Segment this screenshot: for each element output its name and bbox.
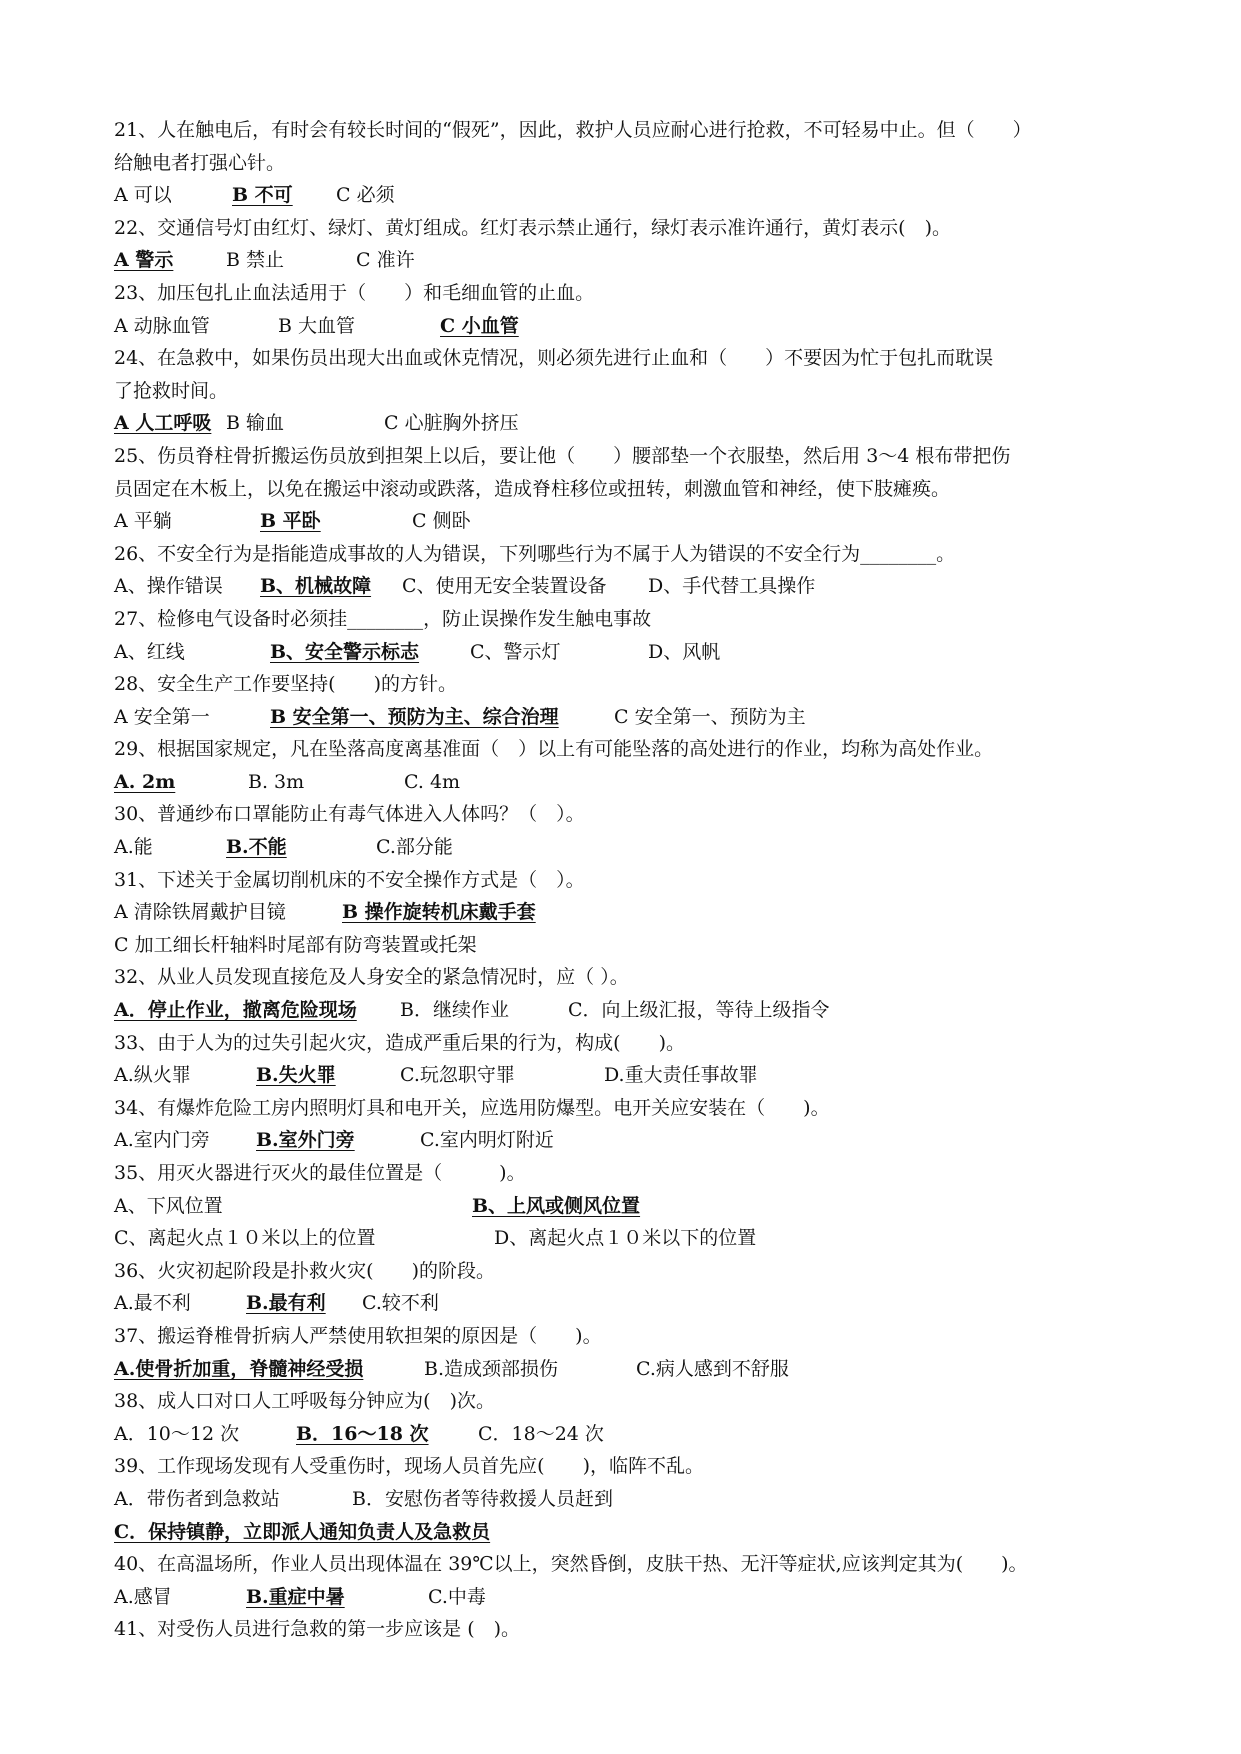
text-segment: B. 3m (248, 770, 305, 793)
text-segment: 22、交通信号灯由红灯、绿灯、黄灯组成。红灯表示禁止通行，绿灯表示准许通行，黄灯表示( )。 (114, 216, 952, 239)
text-segment: C.玩忽职守罪 (400, 1064, 515, 1087)
text-segment: 28、安全生产工作要坚持( )的方针。 (114, 673, 458, 696)
text-segment: D、离起火点１０米以下的位置 (494, 1227, 757, 1250)
text-segment: A 可以 (114, 184, 172, 207)
text-segment: 23、加压包扎止血法适用于（ ）和毛细血管的止血。 (114, 281, 595, 304)
option-line (114, 1124, 1154, 1157)
option-line (114, 1581, 1154, 1614)
question-line (114, 473, 1154, 506)
answer-option: A 人工呼吸 (114, 412, 212, 435)
option-line (114, 994, 1154, 1027)
text-segment: 38、成人口对口人工呼吸每分钟应为( )次。 (114, 1390, 496, 1413)
question-line (114, 114, 1154, 147)
text-segment: A．带伤者到急救站 (114, 1487, 280, 1510)
question-line (114, 277, 1154, 310)
answer-option: B、安全警示标志 (270, 640, 420, 663)
question-line (114, 798, 1154, 831)
question-line (114, 1450, 1154, 1483)
answer-option: A 警示 (114, 249, 174, 272)
text-segment: C.部分能 (376, 836, 453, 859)
option-line (114, 1353, 1154, 1386)
text-segment: C.病人感到不舒服 (636, 1357, 789, 1380)
answer-option: B、上风或侧风位置 (472, 1194, 641, 1217)
text-segment: 了抢救时间。 (114, 379, 229, 402)
question-line (114, 147, 1154, 180)
option-line (114, 179, 1154, 212)
text-segment: 员固定在木板上，以免在搬运中滚动或跌落，造成脊柱移位或扭转，刺激血管和神经，使下肢瘫痪。 (114, 477, 951, 500)
text-segment: C．向上级汇报，等待上级指令 (568, 999, 830, 1022)
answer-option: B.重症中暑 (246, 1585, 345, 1608)
answer-option: B.失火罪 (256, 1064, 336, 1087)
option-line (114, 407, 1154, 440)
question-line (114, 538, 1154, 571)
text-segment: C、离起火点１０米以上的位置 (114, 1227, 376, 1250)
answer-option: B 操作旋转机床戴手套 (342, 901, 536, 924)
option-line (114, 766, 1154, 799)
text-segment: 33、由于人为的过失引起火灾，造成严重后果的行为，构成( )。 (114, 1031, 686, 1054)
text-segment: C.室内明灯附近 (420, 1129, 554, 1152)
text-segment: A.最不利 (114, 1292, 191, 1315)
text-segment: 31、下述关于金属切削机床的不安全操作方式是（ ）。 (114, 868, 585, 891)
answer-option: B．16～18 次 (296, 1422, 429, 1445)
text-segment: A.室内门旁 (114, 1129, 210, 1152)
text-segment: 30、普通纱布口罩能防止有毒气体进入人体吗？（ ）。 (114, 803, 585, 826)
text-segment: A、操作错误 (114, 575, 223, 598)
text-segment: A.纵火罪 (114, 1064, 191, 1087)
text-segment: B 输血 (226, 412, 285, 435)
option-line (114, 1190, 1154, 1223)
answer-option: B、机械故障 (260, 575, 372, 598)
answer-option: B.室外门旁 (256, 1129, 355, 1152)
text-segment: C 准许 (356, 249, 415, 272)
text-segment: 41、对受伤人员进行急救的第一步应该是 ( )。 (114, 1618, 521, 1641)
question-line (114, 375, 1154, 408)
text-segment: D、风帆 (648, 640, 721, 663)
question-line (114, 603, 1154, 636)
text-segment: C、使用无安全装置设备 (402, 575, 607, 598)
question-line (114, 864, 1154, 897)
text-segment: 26、不安全行为是指能造成事故的人为错误，下列哪些行为不属于人为错误的不安全行为________。 (114, 542, 956, 565)
question-line (114, 1320, 1154, 1353)
text-segment: B 大血管 (278, 314, 356, 337)
text-segment: 25、伤员脊柱骨折搬运伤员放到担架上以后，要让他（ ）腰部垫一个衣服垫，然后用 3～4 根布带把伤 (114, 444, 1011, 467)
text-segment: 32、从业人员发现直接危及人身安全的紧急情况时，应（ ）。 (114, 966, 629, 989)
text-segment: C.中毒 (428, 1585, 486, 1608)
text-segment: D、手代替工具操作 (648, 575, 816, 598)
option-line (114, 701, 1154, 734)
text-segment: A.感冒 (114, 1585, 172, 1608)
option-line (114, 1059, 1154, 1092)
answer-option: A. 2m (114, 770, 176, 793)
text-segment: 36、火灾初起阶段是扑救火灾( )的阶段。 (114, 1259, 496, 1282)
text-segment: C、警示灯 (470, 640, 561, 663)
answer-option: B 安全第一、预防为主、综合治理 (270, 705, 559, 728)
text-segment: A 安全第一 (114, 705, 210, 728)
option-line (114, 570, 1154, 603)
text-segment: D.重大责任事故罪 (604, 1064, 758, 1087)
answer-option: A.使骨折加重，脊髓神经受损 (114, 1357, 364, 1380)
text-segment: 27、检修电气设备时必须挂________，防止误操作发生触电事故 (114, 607, 652, 630)
option-line (114, 896, 1154, 929)
question-line (114, 733, 1154, 766)
text-segment: A 动脉血管 (114, 314, 210, 337)
question-line (114, 1027, 1154, 1060)
text-segment: 21、人在触电后，有时会有较长时间的“假死”，因此，救护人员应耐心进行抢救，不可轻易中止。但（ ） (114, 119, 1032, 141)
text-segment: 29、根据国家规定，凡在坠落高度离基准面（ ）以上有可能坠落的高处进行的作业，均称为高处作业。 (114, 738, 994, 761)
option-line (114, 505, 1154, 538)
option-line (114, 1222, 1154, 1255)
text-segment: A、红线 (114, 640, 185, 663)
question-line (114, 1157, 1154, 1190)
text-segment: C 心脏胸外挤压 (384, 412, 519, 435)
text-segment: A．10～12 次 (114, 1422, 240, 1445)
question-sheet (114, 114, 1154, 1646)
option-line (114, 1287, 1154, 1320)
option-line (114, 831, 1154, 864)
question-line (114, 929, 1154, 962)
text-segment: 给触电者打强心针。 (114, 151, 286, 174)
answer-option: B.最有利 (246, 1292, 326, 1315)
question-line (114, 1385, 1154, 1418)
text-segment: B 禁止 (226, 249, 285, 272)
question-line (114, 212, 1154, 245)
question-line (114, 668, 1154, 701)
answer-option: A．停止作业，撤离危险现场 (114, 999, 357, 1022)
text-segment: A 清除铁屑戴护目镜 (114, 901, 286, 924)
answer-option: C 小血管 (440, 314, 519, 337)
text-segment: B．安慰伤者等待救援人员赶到 (352, 1487, 613, 1510)
text-segment: C 安全第一、预防为主 (614, 705, 806, 728)
option-line (114, 636, 1154, 669)
question-line (114, 1613, 1154, 1646)
question-line (114, 961, 1154, 994)
text-segment: C 必须 (336, 184, 395, 207)
option-line (114, 1483, 1154, 1516)
text-segment: A 平躺 (114, 510, 172, 533)
text-segment: 40、在高温场所，作业人员出现体温在 39℃以上，突然昏倒，皮肤干热、无汗等症状,应该判定其为( )。 (114, 1553, 1028, 1576)
question-line (114, 1092, 1154, 1125)
text-segment: C 侧卧 (412, 510, 471, 533)
answer-option: B 平卧 (260, 510, 321, 533)
text-segment: B.造成颈部损伤 (424, 1357, 559, 1380)
answer-option: B 不可 (232, 184, 293, 207)
answer-option: B.不能 (226, 836, 287, 859)
text-segment: 34、有爆炸危险工房内照明灯具和电开关，应选用防爆型。电开关应安装在（ )。 (114, 1096, 830, 1119)
question-line (114, 342, 1154, 375)
text-segment: 37、搬运脊椎骨折病人严禁使用软担架的原因是（ )。 (114, 1324, 602, 1347)
text-segment: C. 4m (404, 770, 461, 793)
text-segment: 24、在急救中，如果伤员出现大出血或休克情况，则必须先进行止血和（ ）不要因为忙于包扎而耽误 (114, 347, 994, 370)
question-line (114, 1516, 1154, 1549)
text-segment: B．继续作业 (400, 999, 509, 1022)
text-segment: C.较不利 (362, 1292, 439, 1315)
question-line (114, 1548, 1154, 1581)
answer-option: C．保持镇静，立即派人通知负责人及急救员 (114, 1520, 491, 1543)
text-segment: A.能 (114, 836, 153, 859)
text-segment: C．18～24 次 (478, 1422, 604, 1445)
option-line (114, 310, 1154, 343)
text-segment: 39、工作现场发现有人受重伤时，现场人员首先应( )，临阵不乱。 (114, 1455, 705, 1478)
question-line (114, 1255, 1154, 1288)
text-segment: C 加工细长杆轴料时尾部有防弯装置或托架 (114, 933, 477, 956)
option-line (114, 244, 1154, 277)
option-line (114, 1418, 1154, 1451)
question-line (114, 440, 1154, 473)
text-segment: A、下风位置 (114, 1194, 223, 1217)
text-segment: 35、用灭火器进行灭火的最佳位置是（ )。 (114, 1162, 526, 1184)
